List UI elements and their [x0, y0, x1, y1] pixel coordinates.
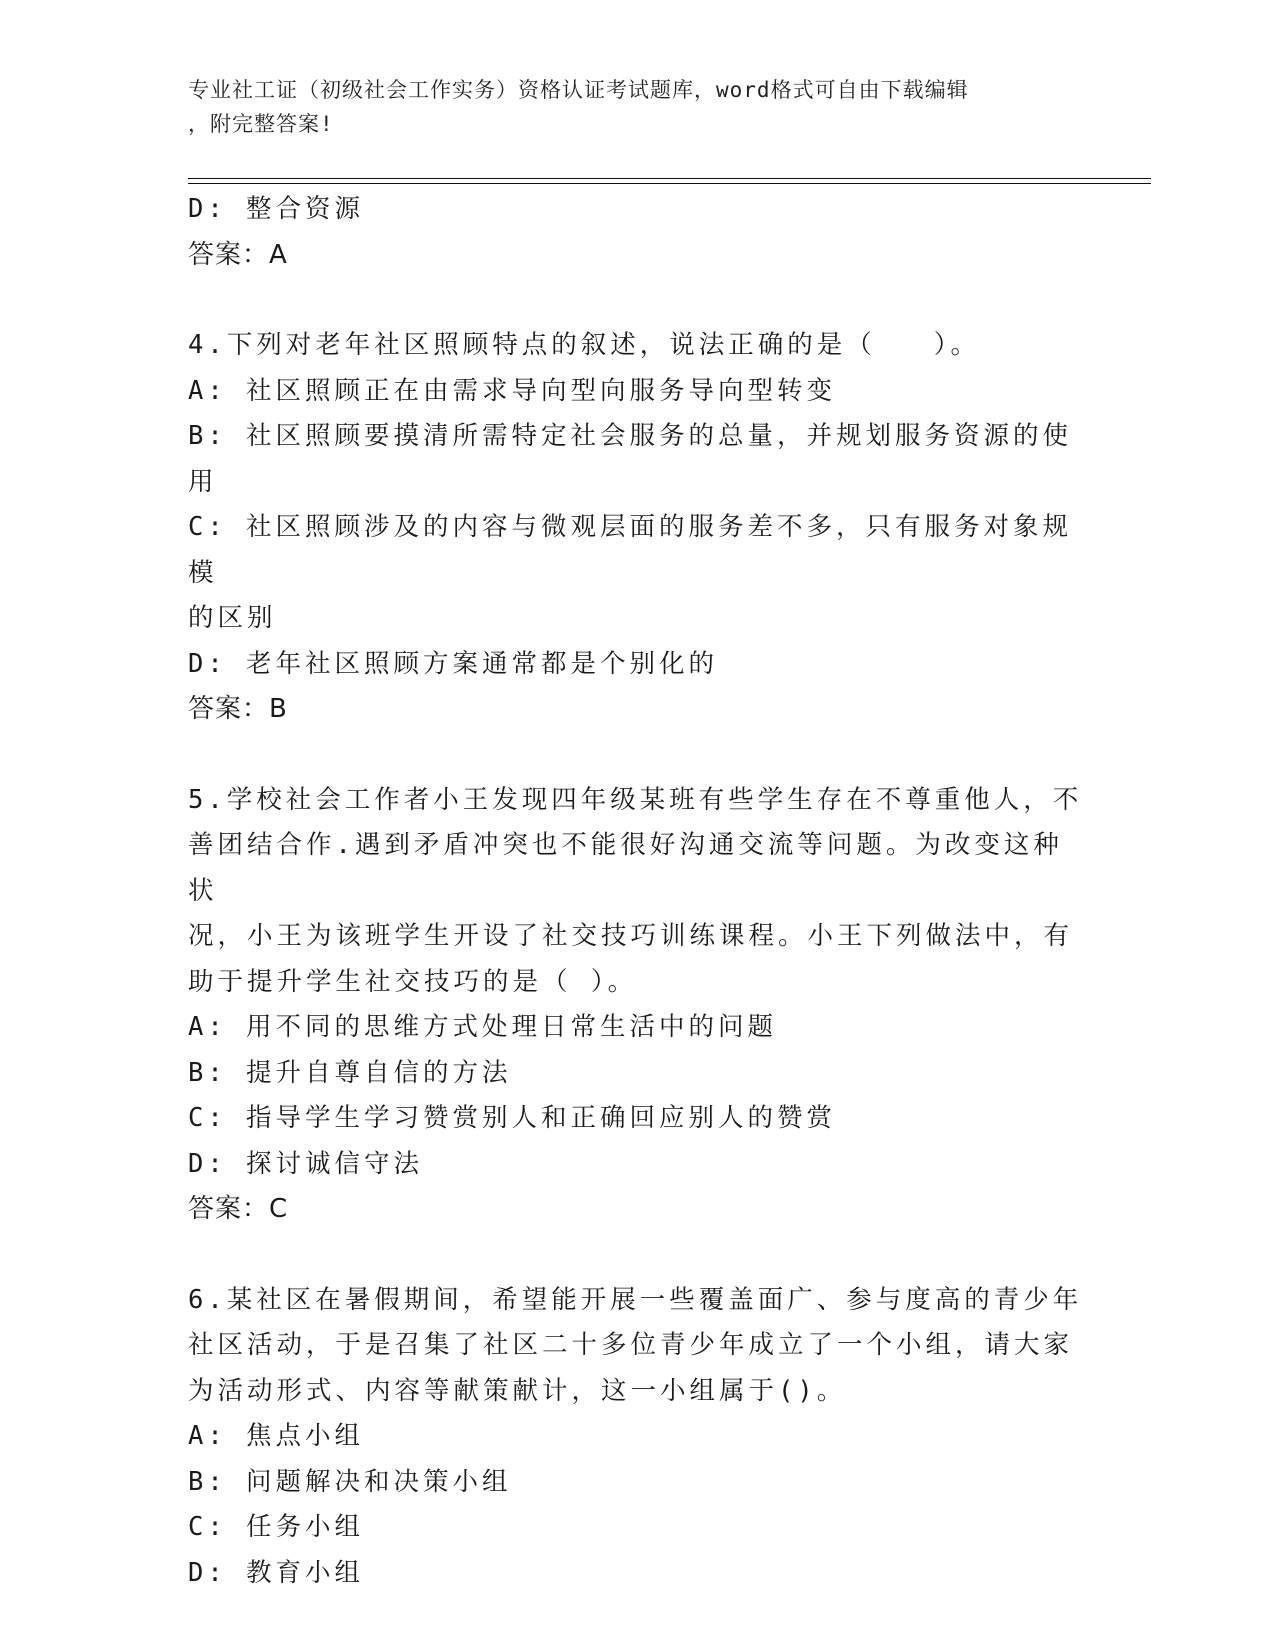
answer-line: 答案：B: [188, 694, 288, 724]
answer-line: 答案：A: [188, 239, 288, 270]
option-a: A: 焦点小组: [188, 1421, 365, 1451]
header-title-line-2: ，附完整答案!: [188, 112, 334, 136]
question-stem-line: 助于提升学生社交技巧的是（ ）。: [188, 966, 638, 997]
header-divider-top: [188, 178, 1151, 179]
option-c-continued: 的区别: [188, 603, 277, 633]
option-a: A: 用不同的思维方式处理日常生活中的问题: [188, 1012, 778, 1042]
answer-line: 答案：C: [188, 1194, 289, 1224]
option-d: D: 整合资源: [188, 194, 365, 224]
option-d: D: 教育小组: [188, 1557, 365, 1588]
question-block-4: [188, 323, 1088, 733]
header-title-line-1: 专业社工证（初级社会工作实务）资格认证考试题库，word格式可自由下载编辑: [188, 78, 969, 102]
option-b: B: 社区照顾要摸清所需特定社会服务的总量，并规划服务资源的使用: [188, 421, 1073, 497]
question-block-prev: [188, 187, 1088, 278]
question-stem-line: 社区活动，于是召集了社区二十多位青少年成立了一个小组，请大家: [188, 1330, 1074, 1360]
question-stem-line: 况，小王为该班学生开设了社交技巧训练课程。小王下列做法中，有: [188, 921, 1074, 951]
question-stem-line: 4.下列对老年社区照顾特点的叙述，说法正确的是（ ）。: [188, 330, 981, 360]
option-a: A: 社区照顾正在由需求导向型向服务导向型转变: [188, 375, 837, 406]
question-block-5: [188, 778, 1088, 1233]
document-header: [188, 73, 1068, 141]
question-stem-line: 为活动形式、内容等献策献计，这一小组属于()。: [188, 1375, 847, 1406]
question-stem-line: 5.学校社会工作者小王发现四年级某班有些学生存在不尊重他人，不: [188, 784, 1083, 815]
option-d: D: 老年社区照顾方案通常都是个别化的: [188, 648, 719, 679]
option-c: C: 社区照顾涉及的内容与微观层面的服务差不多，只有服务对象规模: [188, 512, 1073, 588]
option-c: C: 指导学生学习赞赏别人和正确回应别人的赞赏: [188, 1103, 837, 1133]
question-stem-line: 6.某社区在暑假期间，希望能开展一些覆盖面广、参与度高的青少年: [188, 1284, 1083, 1315]
question-content: [188, 187, 1088, 1596]
option-d: D: 探讨诚信守法: [188, 1148, 424, 1179]
question-block-6: [188, 1278, 1088, 1597]
option-c: C: 任务小组: [188, 1512, 365, 1542]
header-divider-bottom: [188, 183, 1151, 184]
option-b: B: 提升自尊自信的方法: [188, 1057, 512, 1088]
question-stem-line: 善团结合作.遇到矛盾冲突也不能很好沟通交流等问题。为改变这种状: [188, 830, 1063, 906]
option-b: B: 问题解决和决策小组: [188, 1466, 512, 1497]
